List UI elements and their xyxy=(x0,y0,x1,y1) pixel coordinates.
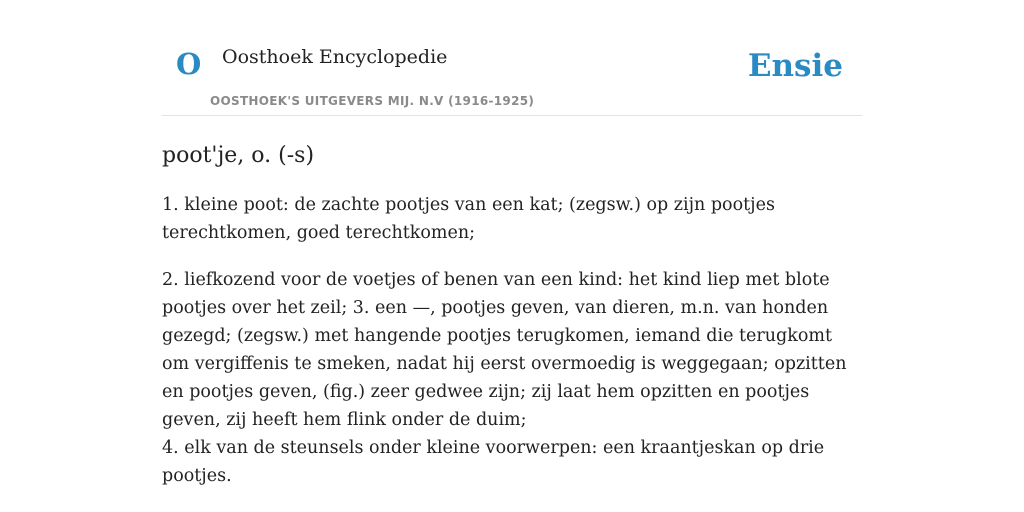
definition-paragraph: 4. elk van de steunsels onder kleine voorwerpen: een kraantjeskan op drie pootjes. xyxy=(162,438,825,486)
entry-body xyxy=(162,191,862,490)
logo-letter: O xyxy=(176,47,202,81)
brand-logo[interactable]: Ensie xyxy=(747,48,843,84)
headword: poot'je, o. (-s) xyxy=(162,143,315,168)
publisher: OOSTHOEK'S UITGEVERS MIJ. N.V (1916-1925) xyxy=(210,94,535,108)
definition-paragraph: 2. liefkozend voor de voetjes of benen van een kind: het kind liep met blote pootjes over het zeil; 3. een —, pootjes geven, van dieren, m.n. van honden gezegd; (zegsw.) met hangende pootjes terugkomen, iemand die terugkomt om vergiffenis te smeken, nadat hij eerst overmoedig is weggegaan; opzitten en pootjes geven, (fig.) zeer gedwee zijn; zij laat hem opzitten en pootjes geven, zij heeft hem flink onder de duim; xyxy=(162,270,847,430)
header xyxy=(162,0,862,116)
book-title[interactable]: Oosthoek Encyclopedie xyxy=(222,46,448,68)
definition-paragraph: 1. kleine poot: de zachte pootjes van een kat; (zegsw.) op zijn pootjes terechtkomen, goed terechtkomen; xyxy=(162,195,775,243)
page xyxy=(162,0,862,490)
